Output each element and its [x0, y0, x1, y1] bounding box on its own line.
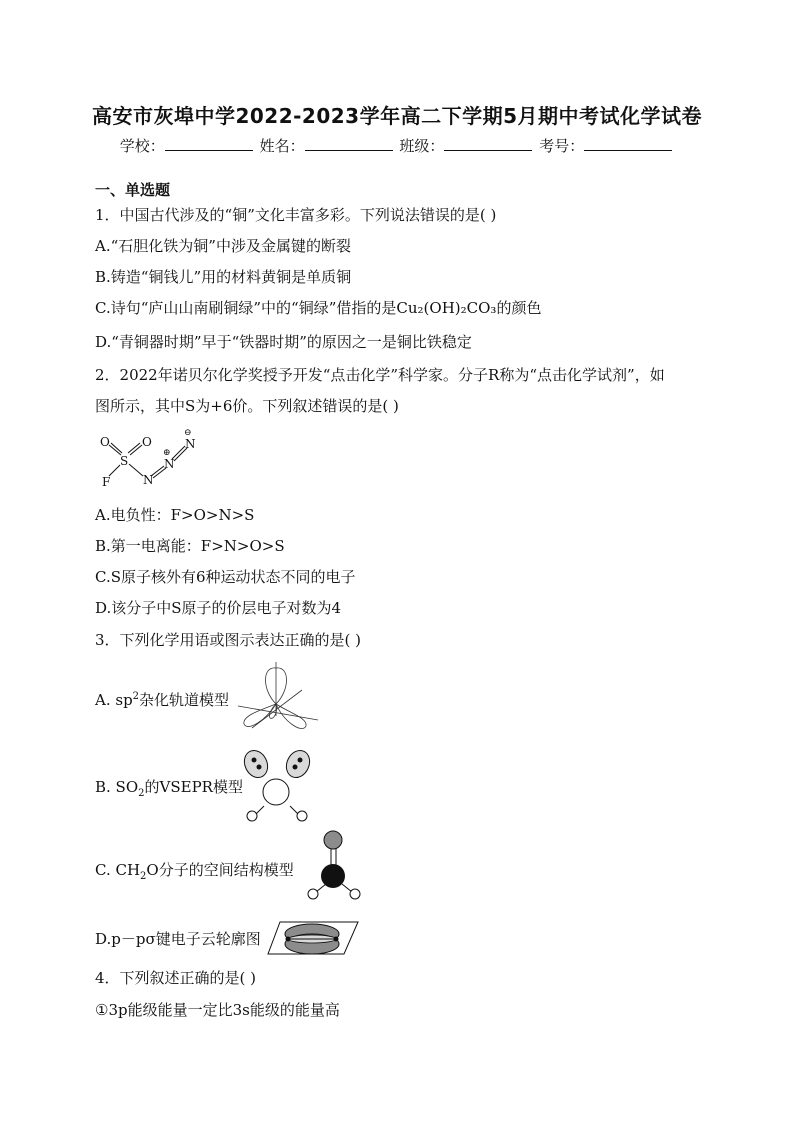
section-heading: 一、单选题 [95, 181, 171, 199]
q4-item-1: ①3p能级能量一定比3s能级的能量高 [95, 1001, 340, 1019]
q4-stem: 4．下列叙述正确的是( ) [95, 969, 257, 987]
class-blank[interactable] [444, 136, 532, 151]
q1-option-c-formula: Cu₂(OH)₂CO₃ [396, 299, 497, 317]
q3-option-c-text: 分子的空间结构模型 [158, 861, 294, 879]
atom-n1: N [143, 473, 154, 487]
q3-option-a-sup: 2 [132, 691, 140, 702]
q1-option-c-text: C.诗句“庐山山南刷铜绿”中的“铜绿”借指的是 [95, 299, 397, 317]
q1-stem: 1．中国古代涉及的“铜”文化丰富多彩。下列说法错误的是( ) [95, 206, 497, 224]
q3-option-a-text: 杂化轨道模型 [139, 691, 230, 709]
school-blank[interactable] [165, 136, 253, 151]
ch2o-structure-figure [306, 828, 362, 900]
student-info-line [0, 135, 794, 156]
name-blank[interactable] [305, 136, 393, 151]
q3-option-b [95, 777, 243, 797]
q1-option-c-suffix: 的颜色 [496, 299, 542, 317]
charge-minus: ⊖ [184, 428, 192, 438]
molecule-r-structure [96, 426, 206, 492]
q1-option-b: B.铸造“铜钱儿”用的材料黄铜是单质铜 [95, 268, 352, 286]
q2-option-b: B.第一电离能：F>N>O>S [95, 537, 285, 555]
sp2-orbital-figure [232, 660, 324, 736]
atom-o-right: O [142, 435, 152, 449]
q2-option-d: D.该分子中S原子的价层电子对数为4 [95, 599, 342, 617]
atom-f: F [102, 475, 111, 489]
so2-vsepr-figure [240, 748, 316, 822]
q3-option-b-prefix: B. SO [95, 778, 139, 796]
q2-stem-line2: 图所示，其中S为+6价。下列叙述错误的是( ) [95, 397, 399, 415]
atom-s: S [120, 454, 129, 468]
q3-option-c-prefix: C. CH [95, 861, 141, 879]
q3-option-b-sub: 2 [138, 788, 145, 799]
exam-title: 高安市灰埠中学2022-2023学年高二下学期5月期中考试化学试卷 [91, 104, 703, 128]
q3-option-a [95, 690, 229, 710]
q1-option-a: A.“石胆化铁为铜”中涉及金属键的断裂 [95, 237, 351, 255]
q1-option-d: D.“青铜器时期”早于“铁器时期”的原因之一是铜比铁稳定 [95, 333, 472, 351]
q2-option-a: A.电负性：F>O>N>S [95, 506, 255, 524]
atom-o-left: O [100, 435, 110, 449]
name-label: 姓名： [259, 137, 305, 155]
school-label: 学校： [119, 137, 165, 155]
q3-option-c-sub: 2 [140, 871, 147, 882]
number-blank[interactable] [584, 136, 672, 151]
number-label: 考号： [539, 137, 585, 155]
q2-option-c: C.S原子核外有6种运动状态不同的电子 [95, 568, 356, 586]
q1-option-c [95, 298, 541, 318]
q3-option-c [95, 860, 294, 880]
p-p-sigma-figure [266, 918, 360, 958]
q3-option-a-prefix: A. sp [95, 691, 133, 709]
charge-plus: ⊕ [163, 448, 171, 458]
q3-option-c-mid: O [146, 861, 159, 879]
q3-stem: 3．下列化学用语或图示表达正确的是( ) [95, 631, 362, 649]
atom-n2: N [164, 457, 175, 471]
q2-stem-line1: 2．2022年诺贝尔化学奖授予开发“点击化学”科学家。分子R称为“点击化学试剂”，如 [95, 366, 665, 384]
q3-option-d: D.p－pσ键电子云轮廓图 [95, 930, 261, 948]
class-label: 班级： [399, 137, 445, 155]
q3-option-b-text: 的VSEPR模型 [144, 778, 243, 796]
atom-n3: N [185, 437, 196, 451]
